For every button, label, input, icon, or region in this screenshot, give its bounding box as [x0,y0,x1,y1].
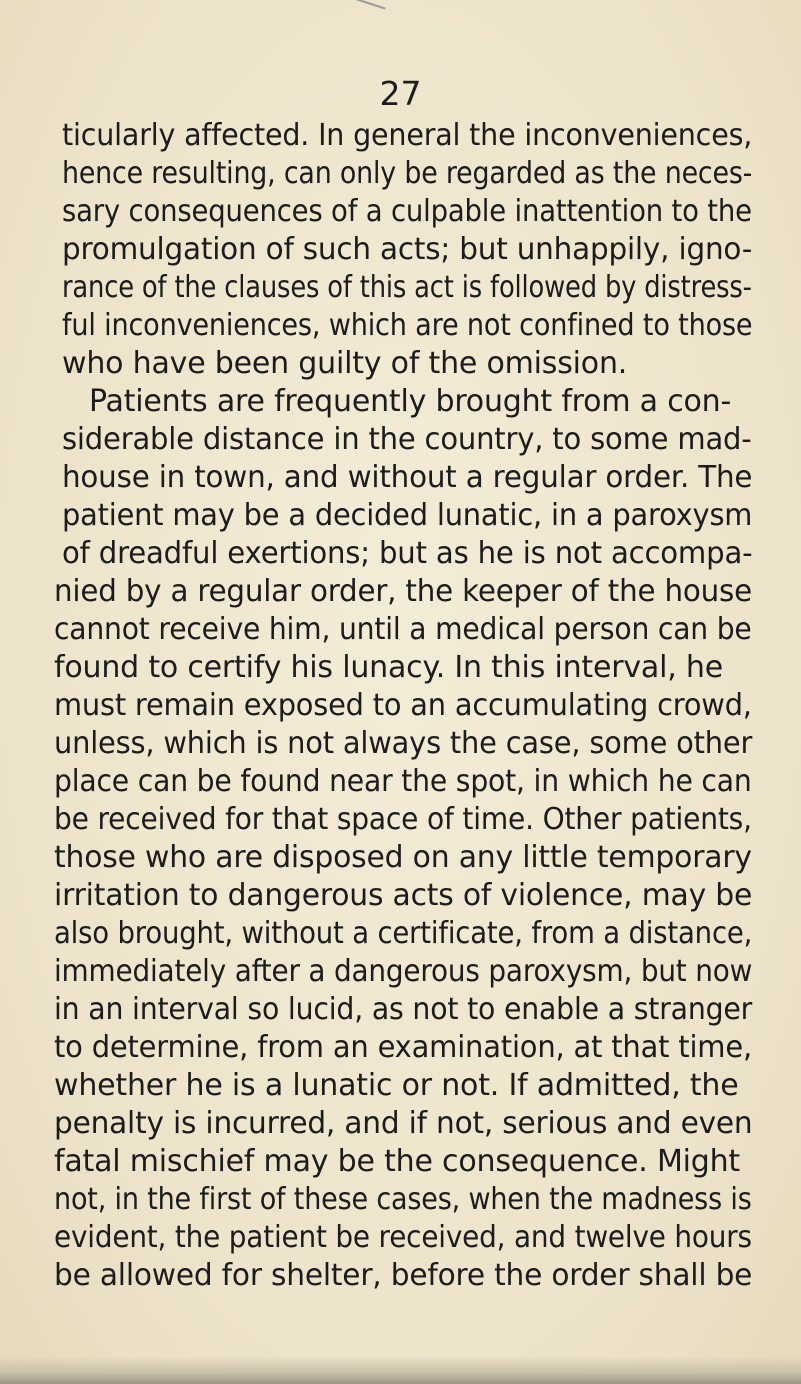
text-line: be received for that space of time. Other patients, [54,802,752,837]
text-line: ful inconveniences, which are not confined to those [62,308,753,343]
text-line: who have been guilty of the omission. [62,346,628,381]
page-edge-mark [348,0,385,23]
text-line: in an interval so lucid, as not to enable a stranger [54,992,753,1027]
text-line: not, in the first of these cases, when the madness is [54,1182,752,1217]
text-line: cannot receive him, until a medical person can be [54,612,752,647]
text-line: unless, which is not always the case, some other [54,726,753,761]
text-line: fatal mischief may be the consequence. Might [54,1144,740,1179]
text-line: penalty is incurred, and if not, serious and even [54,1106,753,1141]
text-line: promulgation of such acts; but unhappily, igno- [62,232,753,267]
text-line: whether he is a lunatic or not. If admitted, the [54,1068,739,1103]
text-line: sary consequences of a culpable inattention to the [62,194,752,229]
text-line: irritation to dangerous acts of violence, may be [54,878,753,913]
text-line: also brought, without a certificate, from a distance, [54,916,753,951]
text-line: hence resulting, can only be regarded as the neces- [62,156,753,191]
text-line: evident, the patient be received, and twelve hours [54,1220,752,1255]
text-line: immediately after a dangerous paroxysm, but now [54,954,753,989]
text-line: ticularly affected. In general the inconveniences, [62,118,753,153]
text-line: nied by a regular order, the keeper of the house [54,574,752,609]
text-line: be allowed for shelter, before the order shall be [54,1258,753,1293]
text-line: patient may be a decided lunatic, in a paroxysm [62,498,753,533]
text-line: house in town, and without a regular order. The [62,460,753,495]
text-line: rance of the clauses of this act is followed by distress- [62,270,752,305]
text-line: Patients are frequently brought from a con- [89,384,732,419]
page-bottom-edge [0,1356,801,1384]
text-line: to determine, from an examination, at that time, [54,1030,752,1065]
page-number: 27 [379,74,422,113]
text-line: must remain exposed to an accumulating crowd, [54,688,752,723]
text-line: those who are disposed on any little temporary [54,840,752,875]
text-line: place can be found near the spot, in which he can [54,764,752,799]
text-line: found to certify his lunacy. In this interval, he [54,650,723,685]
text-line: siderable distance in the country, to some mad- [62,422,752,457]
text-line: of dreadful exertions; but as he is not accompa- [62,536,753,571]
